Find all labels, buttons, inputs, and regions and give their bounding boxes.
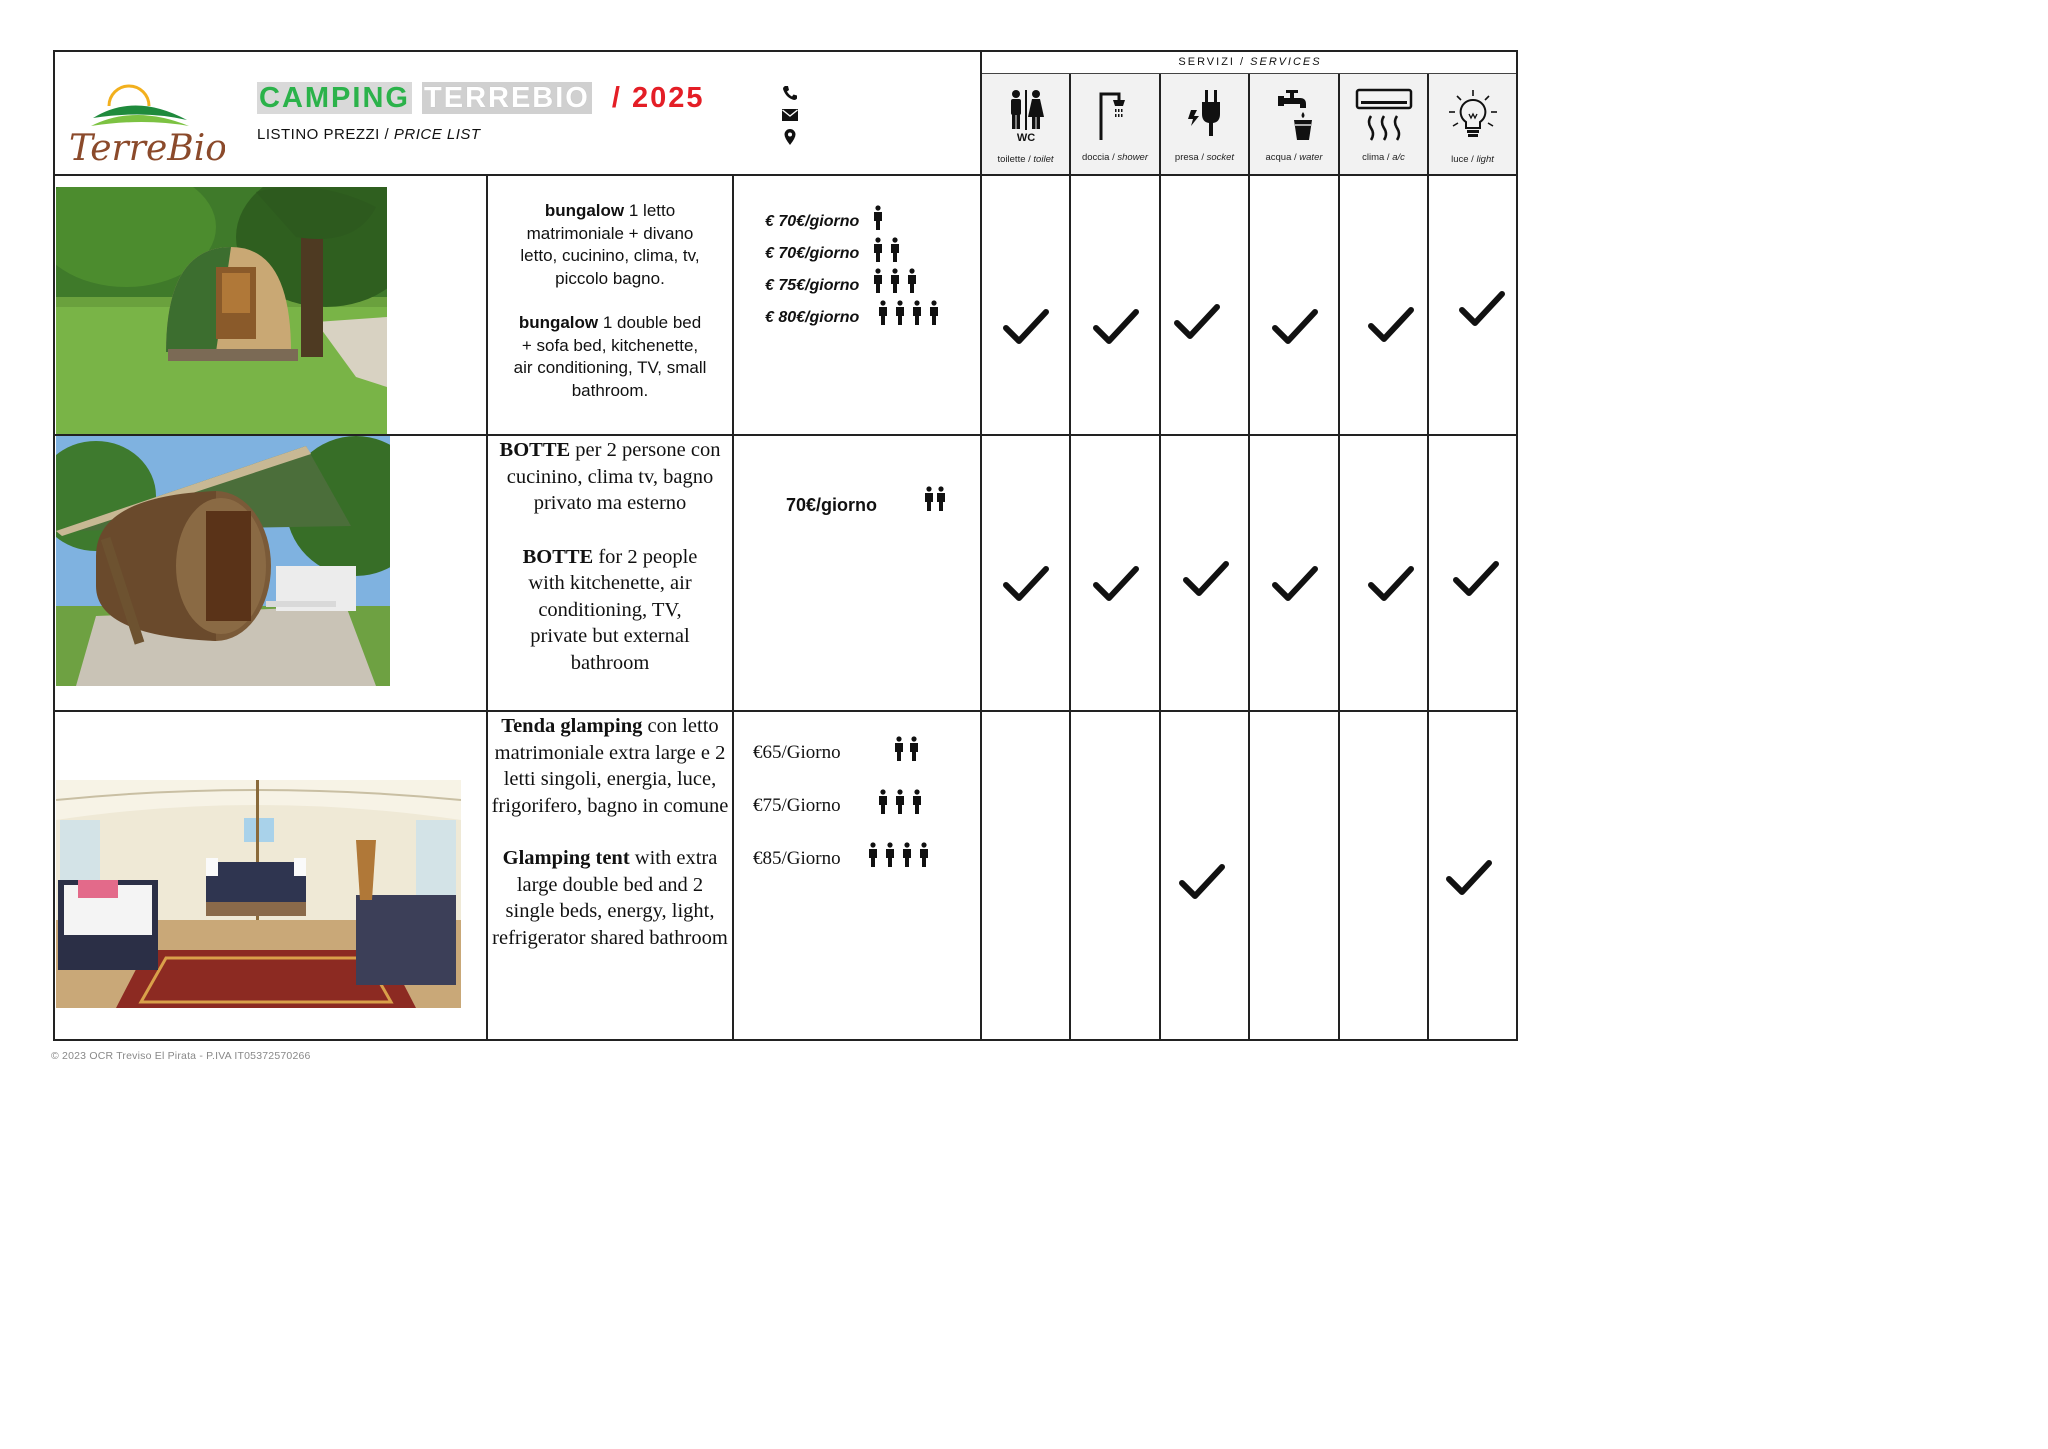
barrel-description (488, 437, 732, 676)
label-it: clima (1362, 152, 1385, 163)
three-people-icon (877, 789, 923, 815)
row-divider-2 (55, 710, 1516, 712)
service-water (1250, 74, 1338, 174)
label-it: presa (1174, 152, 1199, 163)
price-barrel: 70€/giorno (786, 495, 878, 515)
tent-desc-it (488, 713, 732, 819)
services-label-it: SERVIZI (1178, 56, 1235, 68)
desc-bold: bungalow (544, 201, 625, 220)
col-divider-svc-3 (1248, 74, 1250, 1039)
desc-rest: 1 double bed + sofa bed, kitchenette, air conditioning, TV, small bathroom. (513, 313, 707, 400)
price-bungalow-2: € 70€/giorno (765, 245, 860, 262)
air-conditioner-icon (1355, 88, 1413, 142)
label-en: toilet (1033, 154, 1054, 165)
price-bungalow-1: € 70€/giorno (765, 213, 860, 230)
label-en: socket (1206, 152, 1235, 163)
subtitle-en: PRICE LIST (393, 126, 481, 143)
desc-bold: Glamping tent (502, 847, 630, 869)
glamping-tent-photo (56, 780, 461, 1008)
label-it: acqua (1265, 152, 1292, 163)
check-icon (1179, 863, 1225, 903)
desc-rest: per 2 persone con cucinino, clima tv, bagno privato ma esterno (506, 439, 721, 514)
phone-icon[interactable] (781, 84, 799, 102)
terrebio-logo (65, 70, 225, 170)
service-ac (1340, 74, 1427, 174)
water-tap-icon (1272, 88, 1316, 142)
check-icon (1453, 560, 1499, 600)
check-icon (1183, 560, 1229, 600)
check-icon (1446, 859, 1492, 899)
label-it: doccia (1081, 152, 1110, 163)
label-en: light (1476, 154, 1494, 165)
subtitle-sep: / (379, 126, 394, 143)
plug-icon (1183, 88, 1227, 142)
label-sep: / (1468, 154, 1477, 165)
col-divider-svc-5 (1427, 74, 1429, 1039)
check-icon (1003, 565, 1049, 605)
shower-icon (1093, 88, 1137, 142)
desc-bold: Tenda glamping (501, 715, 643, 737)
service-socket (1161, 74, 1248, 174)
toilet-icon (1004, 88, 1048, 142)
services-label-sep: / (1234, 56, 1251, 68)
col-divider-svc-2 (1159, 74, 1161, 1039)
title-year: 2025 (632, 82, 705, 114)
bungalow-desc-it (488, 200, 732, 290)
desc-rest: 1 letto matrimoniale + divano letto, cucinino, clima, tv, piccolo bagno. (520, 201, 700, 288)
service-label-water (1250, 152, 1338, 163)
four-people-icon (867, 842, 931, 868)
label-it: luce (1451, 154, 1469, 165)
location-pin-icon[interactable] (781, 128, 799, 146)
title-camping: CAMPING (259, 82, 410, 114)
check-icon (1174, 303, 1220, 343)
service-label-light (1429, 154, 1516, 165)
bungalow-desc-en (488, 312, 732, 402)
svg-text:TerreBio: TerreBio (69, 128, 225, 169)
three-people-icon (872, 268, 919, 294)
label-sep: / (1025, 154, 1034, 165)
check-icon (1459, 290, 1505, 330)
label-sep: / (1384, 152, 1393, 163)
desc-bold: BOTTE (522, 545, 594, 568)
barrel-desc-it (488, 437, 732, 517)
col-divider-services (980, 52, 982, 1039)
title-separator: / (611, 82, 622, 114)
label-sep: / (1198, 152, 1207, 163)
svg-text:WC: WC (1016, 132, 1035, 142)
label-en: water (1299, 152, 1323, 163)
check-icon (1093, 565, 1139, 605)
title-terrebio: TERREBIO (424, 82, 590, 114)
col-divider-svc-1 (1069, 74, 1071, 1039)
two-people-icon (923, 486, 947, 512)
price-list-sheet (53, 50, 1518, 1041)
check-icon (1368, 565, 1414, 605)
desc-rest: with extra large double bed and 2 single beds, energy, light, refrigerator shared bathroom (492, 847, 728, 949)
service-label-socket (1161, 152, 1248, 163)
two-people-icon (893, 736, 921, 762)
bungalow-description (488, 200, 732, 402)
page-title (257, 82, 705, 115)
services-label-en: SERVICES (1250, 56, 1322, 68)
service-light (1429, 74, 1516, 174)
check-icon (1003, 308, 1049, 348)
check-icon (1093, 308, 1139, 348)
desc-rest: for 2 people with kitchenette, air conditioning, TV, private but external bathroom (528, 545, 698, 674)
check-icon (1368, 306, 1414, 346)
four-people-icon (877, 300, 941, 326)
label-sep: / (1291, 152, 1300, 163)
envelope-icon[interactable] (781, 106, 799, 124)
two-people-icon (872, 237, 902, 263)
service-label-toilet (982, 154, 1069, 165)
desc-bold: bungalow (518, 313, 599, 332)
tent-desc-en (488, 845, 732, 951)
page-subtitle (257, 126, 481, 143)
barrel-desc-en (488, 544, 732, 677)
price-tent-4: €85/Giorno (753, 848, 841, 869)
service-label-shower (1071, 152, 1159, 163)
col-divider-svc-4 (1338, 74, 1340, 1039)
label-sep: / (1109, 152, 1118, 163)
col-divider-price (732, 174, 734, 1039)
barrel-photo (56, 436, 390, 686)
price-tent-2: €65/Giorno (753, 742, 841, 763)
service-toilet (982, 74, 1069, 174)
service-label-ac (1340, 152, 1427, 163)
label-en: shower (1117, 152, 1148, 163)
price-bungalow-4: € 80€/giorno (765, 309, 860, 326)
person-icon (872, 205, 884, 231)
check-icon (1272, 308, 1318, 348)
header-divider (55, 174, 1516, 176)
desc-rest: con letto matrimoniale extra large e 2 letti singoli, energia, luce, frigorifero, bagno in comune (491, 715, 729, 817)
label-it: toilette (997, 154, 1026, 165)
services-label (982, 56, 1518, 68)
price-bungalow-3: € 75€/giorno (765, 277, 860, 294)
bungalow-photo (56, 187, 387, 434)
service-shower (1071, 74, 1159, 174)
desc-bold: BOTTE (499, 439, 571, 461)
light-bulb-icon (1445, 88, 1501, 142)
label-en: a/c (1392, 152, 1405, 163)
check-icon (1272, 565, 1318, 605)
footer-copyright: © 2023 OCR Treviso El Pirata - P.IVA IT05372570266 (51, 1050, 311, 1062)
tent-description (488, 713, 732, 951)
price-tent-3: €75/Giorno (753, 795, 841, 816)
subtitle-it: LISTINO PREZZI (257, 126, 380, 143)
